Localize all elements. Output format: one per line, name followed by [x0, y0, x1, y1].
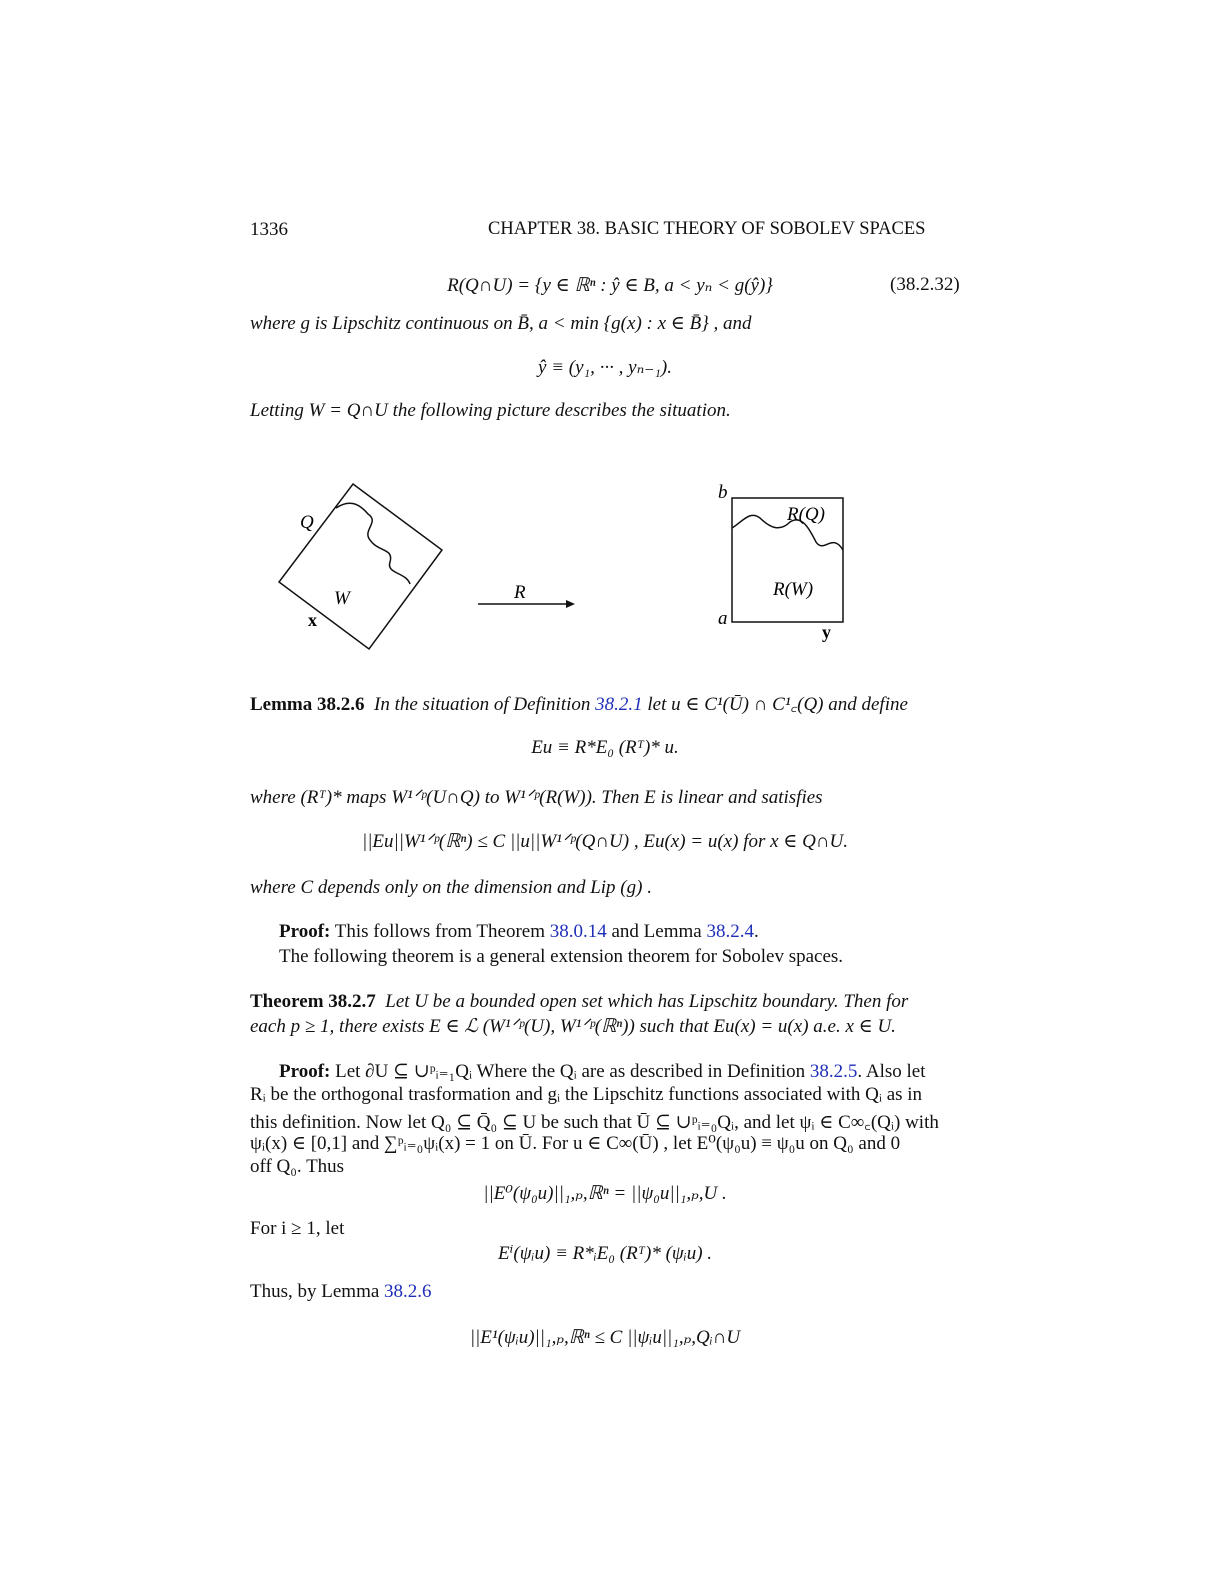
proof-line-3: this definition. Now let Q₀ ⊆ Q̄₀ ⊆ U be such that Ū ⊆ ∪ᵖᵢ₌₀Qᵢ, and let ψᵢ ∈ C∞꜀(Qᵢ) with — [250, 1112, 939, 1133]
theorem-heading: Theorem 38.2.7 — [250, 991, 376, 1012]
lemma-intro-post: let u ∈ C¹(Ū) ∩ C¹꜀(Q) and define — [647, 694, 908, 715]
arrow-head-icon — [566, 600, 575, 608]
text-maps: where (Rᵀ)* maps W¹ᐟᵖ(U∩Q) to W¹ᐟᵖ(R(W)). Then E is linear and satisfies — [250, 787, 823, 808]
theorem-line-2: each p ≥ 1, there exists E ∈ ℒ (W¹ᐟᵖ(U), W¹ᐟᵖ(ℝⁿ)) such that Eu(x) = u(x) a.e. x ∈ U. — [250, 1016, 896, 1037]
label-b: b — [718, 482, 728, 503]
thus-text: Thus, by Lemma — [250, 1281, 380, 1302]
label-w: W — [334, 588, 350, 609]
rotation-figure — [250, 470, 950, 660]
equation-ei-definition: Eⁱ(ψᵢu) ≡ R*ᵢE₀ (Rᵀ)* (ψᵢu) . — [497, 1243, 713, 1264]
proof-line-5: off Q₀. Thus — [250, 1156, 345, 1177]
proof-line-2: Rᵢ be the orthogonal trasformation and gᵢ the Lipschitz functions associated with Qᵢ as in — [250, 1084, 923, 1105]
theorem-text-1: Let U be a bounded open set which has Lipschitz boundary. Then for — [385, 991, 909, 1012]
label-r-of-w: R(W) — [773, 579, 814, 600]
equation-eu-definition: Eu ≡ R*E₀ (Rᵀ)* u. — [531, 737, 679, 758]
proof-label: Proof: — [279, 1061, 331, 1082]
proof-theorem-line-1 — [279, 1060, 926, 1083]
equation-r-q-cap-u: R(Q∩U) = {y ∈ ℝⁿ : ŷ ∈ B, a < yₙ < g(ŷ)} — [447, 275, 773, 296]
boundary-curve-w — [336, 503, 410, 584]
label-x: x — [308, 610, 317, 630]
text-following-theorem: The following theorem is a general extension theorem for Sobolev spaces. — [279, 946, 844, 967]
lemma-intro: In the situation of Definition — [374, 694, 591, 715]
theorem-line-1 — [250, 991, 908, 1013]
proof-label: Proof: — [279, 921, 331, 942]
label-r: R — [514, 582, 526, 603]
label-r-of-q: R(Q) — [787, 504, 825, 525]
label-q: Q — [300, 512, 314, 533]
text-letting-w: Letting W = Q∩U the following picture describes the situation. — [250, 400, 731, 421]
equation-number: (38.2.32) — [890, 274, 960, 295]
label-y: y — [822, 622, 831, 642]
page-number: 1336 — [250, 219, 288, 240]
lemma-statement — [250, 690, 908, 716]
chapter-title: CHAPTER 38. BASIC THEORY OF SOBOLEV SPACES — [488, 219, 926, 239]
lemma-link[interactable]: 38.2.4 — [706, 921, 754, 942]
proof-text-end: . — [753, 921, 759, 942]
proof-text: This follows from Theorem — [334, 921, 545, 942]
equation-y-hat: ŷ ≡ (y₁, ··· , yₙ₋₁). — [538, 357, 672, 378]
label-a: a — [718, 608, 728, 629]
proof-text-mid: and Lemma — [611, 921, 702, 942]
equation-e0-norm: ||E⁰(ψ₀u)||₁,ₚ,ℝⁿ = ||ψ₀u||₁,ₚ,U . — [483, 1183, 727, 1204]
text-depends: where C depends only on the dimension and Lip (g) . — [250, 877, 652, 898]
proof-line-4: ψᵢ(x) ∈ [0,1] and ∑ᵖᵢ₌₀ψᵢ(x) = 1 on Ū. For u ∈ C∞(Ū) , let E⁰(ψ₀u) ≡ ψ₀u on Q₀ and 0 — [250, 1133, 901, 1154]
text-lipschitz-condition: where g is Lipschitz continuous on B̄, a < min {g(x) : x ∈ B̄} , and — [250, 313, 752, 334]
definition-link[interactable]: 38.2.5 — [809, 1061, 858, 1082]
theorem-link[interactable]: 38.0.14 — [549, 921, 607, 942]
equation-norm-estimate: ||Eu||W¹ᐟᵖ(ℝⁿ) ≤ C ||u||W¹ᐟᵖ(Q∩U) , Eu(x) = u(x) for x ∈ Q∩U. — [361, 831, 849, 852]
text-for-i: For i ≥ 1, let — [250, 1218, 345, 1239]
domain-q-square — [279, 484, 442, 649]
lemma-link[interactable]: 38.2.6 — [384, 1281, 432, 1302]
text-thus-by-lemma — [250, 1281, 432, 1303]
proof-text: Let ∂U ⊆ ∪ᵖᵢ₌₁Qᵢ Where the Qᵢ are as described in Definition — [335, 1061, 806, 1082]
equation-e1-estimate: ||E¹(ψᵢu)||₁,ₚ,ℝⁿ ≤ C ||ψᵢu||₁,ₚ,Qᵢ∩U — [469, 1327, 741, 1348]
proof-text: . Also let — [857, 1061, 926, 1082]
proof-lemma — [279, 921, 759, 943]
definition-link[interactable]: 38.2.1 — [595, 694, 643, 715]
lemma-heading: Lemma 38.2.6 — [250, 694, 365, 715]
